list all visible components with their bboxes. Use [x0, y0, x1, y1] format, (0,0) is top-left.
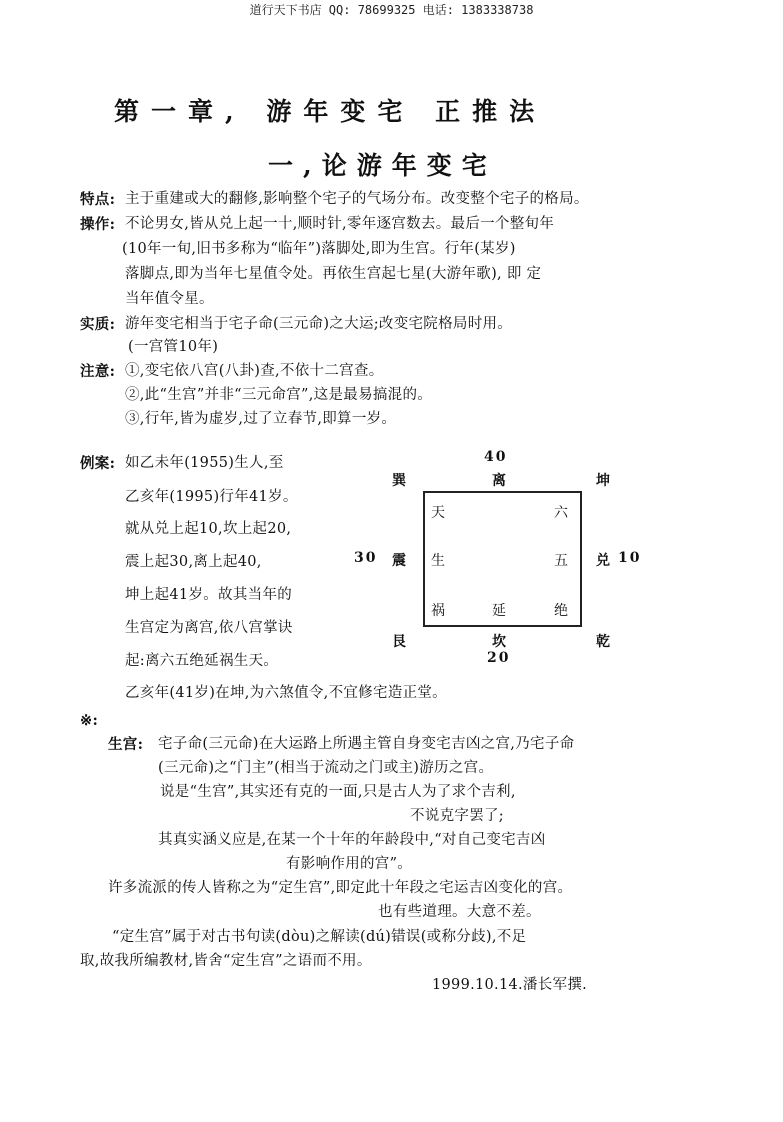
kan-trigram: 坎 — [492, 634, 506, 650]
star-yan: 延 — [492, 603, 506, 619]
remark-line: “定生宫”属于对古书句读(dòu)之解读(dú)错误(或称分歧),不足 — [112, 929, 527, 945]
example-line: 就从兑上起10,坎上起20, — [125, 521, 292, 537]
operation-line: 不论男女,皆从兑上起一十,顺时针,零年逐宫数去。最后一个整旬年 — [125, 216, 555, 232]
qian-trigram: 乾 — [596, 634, 610, 650]
essence-line: (一宫管10年) — [128, 339, 219, 355]
features-label: 特点: — [80, 191, 116, 208]
kan-number: 20 — [487, 650, 511, 666]
example-line: 起:离六五绝延祸生天。 — [125, 653, 279, 669]
remark-line: 取,故我所编教材,皆舍“定生宫”之语而不用。 — [80, 953, 372, 969]
remark-line: 其真实涵义应是,在某一个十年的年龄段中,“对自己变宅吉凶 — [158, 832, 546, 848]
page-header: 道行天下书店 QQ: 78699325 电话: 1383338738 — [249, 3, 534, 17]
operation-line: 落脚点,即为当年七星值令处。再依生宫起七星(大游年歌), 即 定 — [125, 266, 542, 282]
essence-line: 游年变宅相当于宅子命(三元命)之大运;改变宅院格局时用。 — [125, 316, 513, 332]
li-trigram: 离 — [492, 473, 506, 489]
notes-line: ②,此“生宫”并非“三元命宫”,这是最易搞混的。 — [125, 387, 433, 403]
remark-line: 宅子命(三元命)在大运路上所遇主管自身变宅吉凶之宫,乃宅子命 — [158, 736, 575, 752]
chapter-title: 第一章, 游年变宅 正推法 — [114, 97, 547, 126]
remark-line: 许多流派的传人皆称之为“定生宫”,即定此十年段之宅运吉凶变化的宫。 — [108, 880, 573, 896]
example-conclusion: 乙亥年(41岁)在坤,为六煞值令,不宜修宅造正堂。 — [125, 685, 447, 701]
star-tian: 天 — [431, 505, 445, 521]
signature: 1999.10.14.潘长军撰. — [432, 977, 588, 993]
kun-trigram: 坤 — [596, 473, 610, 489]
operation-label: 操作: — [80, 216, 116, 233]
example-line: 生宫定为离宫,依八宫掌诀 — [125, 620, 293, 636]
operation-line: (10年一旬,旧书多称为“临年”)落脚处,即为生宫。行年(某岁) — [122, 241, 516, 257]
zhen-number: 30 — [354, 550, 378, 566]
example-line: 如乙未年(1955)生人,至 — [125, 455, 284, 471]
remark-line: (三元命)之“门主”(相当于流动之门或主)游历之宫。 — [158, 760, 494, 776]
example-line: 坤上起41岁。故其当年的 — [125, 587, 293, 603]
dui-trigram: 兑 — [596, 553, 610, 569]
dui-number: 10 — [618, 550, 642, 566]
sheng-palace-label: 生宫: — [108, 736, 144, 753]
gen-trigram: 艮 — [392, 634, 406, 650]
notes-line: ③,行年,皆为虚岁,过了立春节,即算一岁。 — [125, 411, 397, 427]
features-text: 主于重建或大的翻修,影响整个宅子的气场分布。改变整个宅子的格局。 — [125, 191, 589, 207]
star-wu: 五 — [554, 553, 568, 569]
section-title: 一,论游年变宅 — [268, 151, 497, 180]
example-label: 例案: — [80, 455, 116, 472]
remark-line: 有影响作用的宫”。 — [286, 856, 413, 872]
example-line: 乙亥年(1995)行年41岁。 — [125, 489, 298, 505]
star-jue: 绝 — [554, 603, 568, 619]
remark-line: 不说克字罢了; — [410, 808, 504, 824]
xun-trigram: 巽 — [392, 473, 406, 489]
remark-mark: ※: — [80, 712, 99, 729]
zhen-trigram: 震 — [392, 553, 406, 569]
star-huo: 祸 — [431, 603, 445, 619]
example-line: 震上起30,离上起40, — [125, 554, 262, 570]
remark-line: 也有些道理。大意不差。 — [378, 904, 541, 920]
essence-label: 实质: — [80, 316, 116, 333]
li-number: 40 — [484, 449, 508, 465]
star-liu: 六 — [554, 505, 568, 521]
remark-line: 说是“生宫”,其实还有克的一面,只是古人为了求个吉利, — [160, 784, 516, 800]
star-sheng: 生 — [431, 553, 445, 569]
notes-line: ①,变宅依八宫(八卦)查,不依十二宫查。 — [125, 363, 384, 379]
notes-label: 注意: — [80, 363, 116, 380]
operation-line: 当年值令星。 — [125, 291, 214, 307]
